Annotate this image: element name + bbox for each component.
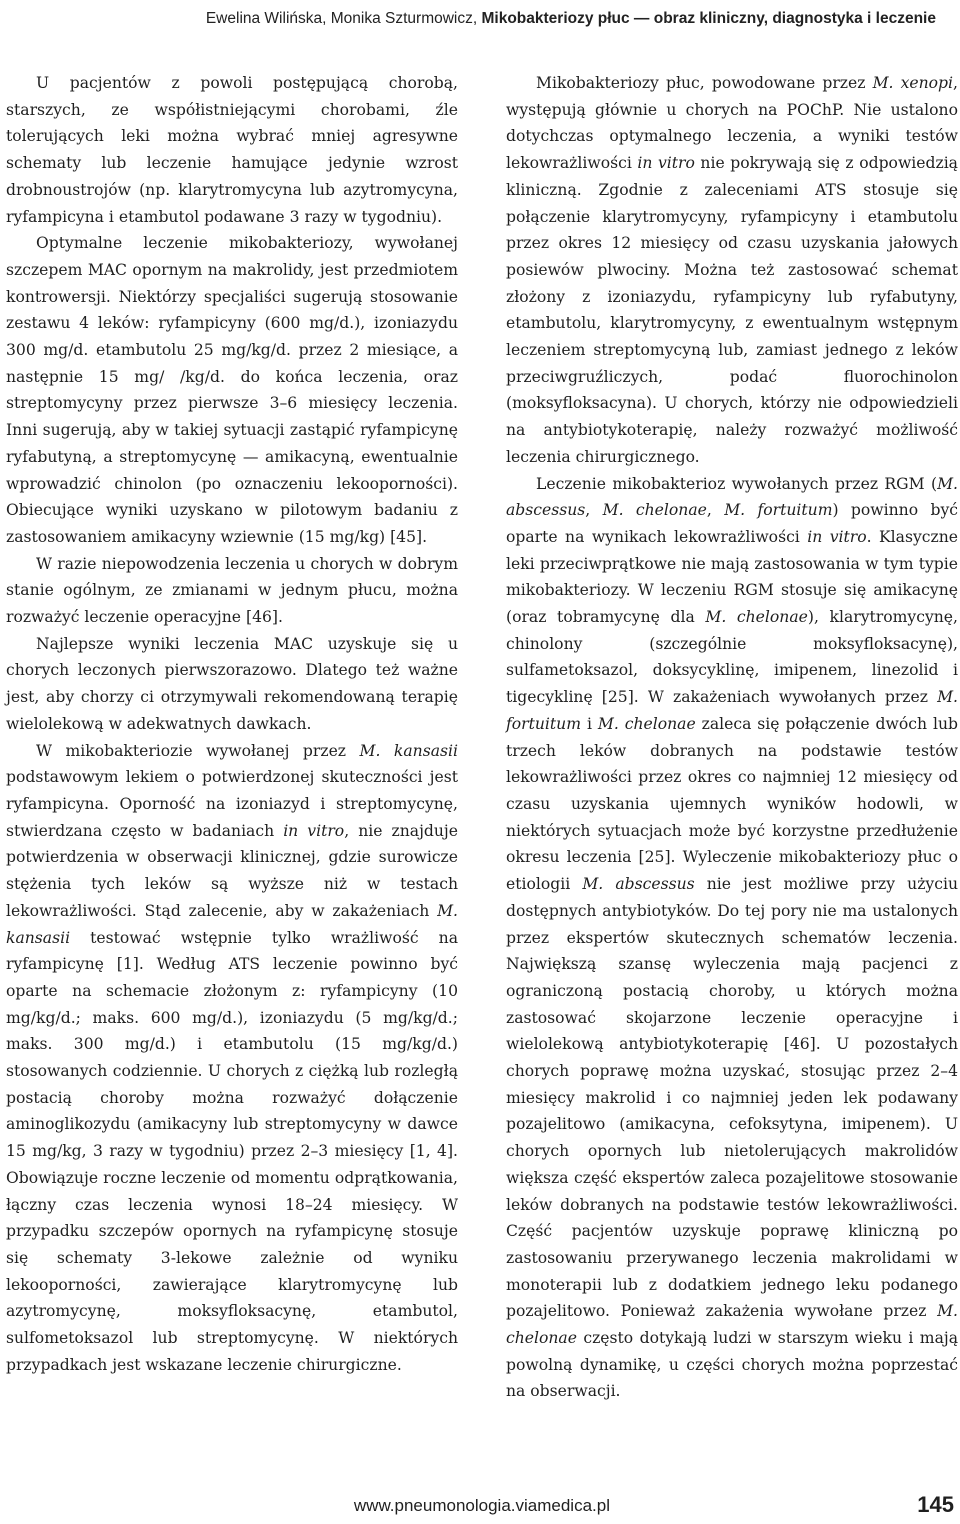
header-authors: Ewelina Wilińska, Monika Szturmowicz, bbox=[205, 10, 478, 27]
species-name: M. chelonae bbox=[705, 608, 808, 627]
species-name: M. chelonae bbox=[602, 501, 707, 520]
text-run: zaleca się połączenie dwóch lub trzech leków dobranych na podstawie testów lekowrażliwości przez okres co najmniej 12 miesięcy od czasu uzyskania ujemnych wyników hodowli, w niektórych sytuacjach może być korzystne przedłużenie okresu leczenia [25]. Wyleczenie mikobakteriozy płuc o etiologii bbox=[506, 714, 958, 894]
paragraph: Najlepsze wyniki leczenia MAC uzyskuje się u chorych leczonych pierwszorazowo. Dlatego też ważne jest, aby chorzy ci otrzymywali rekomendowaną terapię wielolekową w adekwatnych dawkach. bbox=[6, 634, 458, 733]
text-run: podstawowym lekiem o potwierdzonej skuteczności jest ryfampicyna. Oporność na izoniazyd i streptomycynę, stwierdzana często w badaniach bbox=[6, 768, 458, 840]
species-name: M. chelonae bbox=[597, 714, 696, 733]
right-column bbox=[506, 70, 958, 1405]
species-name: M. abscessus bbox=[582, 875, 695, 894]
left-column bbox=[6, 70, 458, 1378]
text-run: nie pokrywają się z odpowiedzią kliniczną. Zgodnie z zaleceniami ATS stosuje się połączenie klarytromycyny, ryfampicyny i etambutolu przez okres 12 miesięcy od czasu uzyskania jałowych posiewów plwociny. Można też zastosować schemat złożony z izoniazydu, ryfampicyny lub ryfabutyny, etambutolu, klarytromycyny, z ewentualnym wstępnym leczeniem streptomycyną lub, zamiast jednego z leków przeciwgruźliczych, podać fluorochinolon (moksyfloksacyna). U chorych, którzy nie odpowiedzieli na antybiotykoterapię, należy rozważyć możliwość leczenia chirurgicznego. bbox=[506, 154, 958, 466]
paragraph bbox=[506, 471, 958, 1406]
paragraph: U pacjentów z powoli postępującą chorobą, starszych, ze współistniejącymi chorobami, źle tolerujących leki można wybrać mniej agresywne schematy lub leczenie hamujące jedynie wzrost drobnoustrojów (np. klarytromycyna lub azytromycyna, ryfampicyna i etambutol podawane 3 razy w tygodniu). bbox=[6, 74, 458, 226]
journal-website-link[interactable]: www.pneumonologia.viamedica.pl bbox=[353, 1496, 610, 1515]
species-name: M. chelonae bbox=[506, 1302, 958, 1348]
species-name: M. kansasii bbox=[6, 901, 458, 947]
text-run: W mikobakteriozie wywołanej przez bbox=[36, 741, 360, 760]
species-name: M. abscessus bbox=[506, 474, 958, 520]
text-run: , bbox=[585, 501, 603, 520]
paragraph: W razie niepowodzenia leczenia u chorych w dobrym stanie ogólnym, ze zmianami w jednym płucu, można rozważyć leczenie operacyjne [46]. bbox=[6, 554, 458, 627]
text-run: i bbox=[581, 714, 598, 733]
latin-term: in vitro bbox=[637, 154, 695, 173]
text-run: często dotykają ludzi w starszym wieku i mają powolną dynamikę, u części chorych można poprzestać na obserwacji. bbox=[506, 1329, 958, 1401]
page-number: 145 bbox=[917, 1492, 954, 1517]
latin-term: in vitro bbox=[283, 821, 345, 840]
header-article-title: Mikobakteriozy płuc — obraz kliniczny, diagnostyka i leczenie bbox=[481, 10, 936, 27]
page-footer bbox=[0, 1494, 960, 1518]
text-run: ) powinno być oparte na wynikach lekowrażliwości bbox=[506, 501, 958, 546]
species-name: M. fortuitum bbox=[724, 501, 833, 520]
latin-term: in vitro bbox=[807, 527, 867, 546]
text-run: Leczenie mikobakterioz wywołanych przez RGM ( bbox=[536, 474, 938, 493]
paragraph bbox=[506, 70, 958, 471]
text-run: nie jest możliwe przy użyciu dostępnych antybiotyków. Do tej pory nie ma ustalonych przez ekspertów skutecznych schematów leczenia. Największą szansę wyleczenia mają pacjenci z ograniczoną postacią choroby, u których można zastosować skojarzone leczenie operacyjne i wielolekową antybiotykoterapię [46]. U pozostałych chorych poprawę można uzyskać, stosując przez 2–4 miesięcy makrolid i co najmniej jeden lek podawany pozajelitowo (amikacyna, cefoksytyna, imipenem). U chorych opornych lub nietolerujących makrolidów większa część ekspertów zaleca pozajelitowe stosowanie leków dobranych na podstawie testów lekowrażliwości. Część pacjentów uzyskuje poprawę kliniczną po zastosowaniu przerywanego leczenia makrolidami w monoterapii lub z dodatkiem jednego leku podanego pozajelitowo. Ponieważ zakażenia wywołane przez bbox=[506, 875, 958, 1321]
text-run: ), klarytromycynę, chinolony (szczególnie moksyfloksacynę), sulfametoksazol, doksycyklinę, imipenem, linezolid i tigecyklinę [25]. W zakażeniach wywołanych przez bbox=[506, 608, 958, 707]
paragraph: Optymalne leczenie mikobakteriozy, wywołanej szczepem MAC opornym na makrolidy, jest przedmiotem kontrowersji. Niektórzy specjaliści sugerują stosowanie zestawu 4 leków: ryfampicyny (600 mg/d.), izoniazydu 300 mg/d. etambutolu 25 mg/kg/d. przez 2 miesiące, a następnie 15 mg/ /kg/d. do końca leczenia, oraz streptomycyny przez pierwsze 3–6 miesięcy leczenia. Inni sugerują, aby w takiej sytuacji zastąpić ryfampicynę ryfabutyną, a streptomycynę — amikacyną, ewentualnie wprowadzić chinolon (po oznaczeniu lekooporności). Obiecujące wyniki uzyskano w pilotowym badaniu z zastosowaniem amikacyny wziewnie (15 mg/kg) [45]. bbox=[6, 234, 458, 546]
species-name: M. fortuitum bbox=[506, 688, 958, 733]
text-run: testować wstępnie tylko wrażliwość na ryfampicynę [1]. Według ATS leczenie powinno być oparte na schemacie złożonym z: ryfampicyny (10 mg/kg/d.; maks. 600 mg/d.), izoniazydu (5 mg/kg/d.; maks. 300 mg/d.) i etambutolu (15 mg/kg/d.) stosowanych codziennie. U chorych z ciężką lub rozległą postacią choroby można rozważyć dołączenie aminoglikozydu (amikacyny lub streptomycyny w dawce 15 mg/kg, 3 razy w tygodniu) przez 2–3 miesięcy [1, 4]. Obowiązuje roczne leczenie od momentu odprątkowania, łączny czas leczenia wynosi 18–24 miesięcy. W przypadku szczepów opornych na ryfampicynę stosuje się schematy 3-lekowe zależnie od wyniku lekooporności, zawierające klarytromycynę lub azytromycynę, moksyfloksacynę, etambutol, sulfometoksazol lub streptomycynę. W niektórych przypadkach jest wskazane leczenie chirurgiczne. bbox=[6, 928, 458, 1374]
text-run: . Klasyczne leki przeciwprątkowe nie mają zastosowania w tym typie mikobakteriozy. W leczeniu RGM stosuje się amikacynę (oraz tobramycynę dla bbox=[506, 527, 958, 627]
text-run: , bbox=[706, 501, 725, 520]
paragraph bbox=[6, 738, 458, 1379]
text-run: , nie znajduje potwierdzenia w obserwacji klinicznej, gdzie surowicze stężenia tych leków są wyższe niż w testach lekowrażliwości. Stąd zalecenie, aby w zakażeniach bbox=[6, 821, 458, 920]
text-run: , występują głównie u chorych na POChP. Nie ustalono dotychczas optymalnego leczenia, a wyniki testów lekowrażliwości bbox=[506, 74, 958, 173]
text-run: Mikobakteriozy płuc, powodowane przez bbox=[536, 74, 873, 92]
running-header bbox=[120, 9, 936, 29]
species-name: M. xenopi bbox=[872, 74, 954, 92]
species-name: M. kansasii bbox=[359, 741, 458, 760]
